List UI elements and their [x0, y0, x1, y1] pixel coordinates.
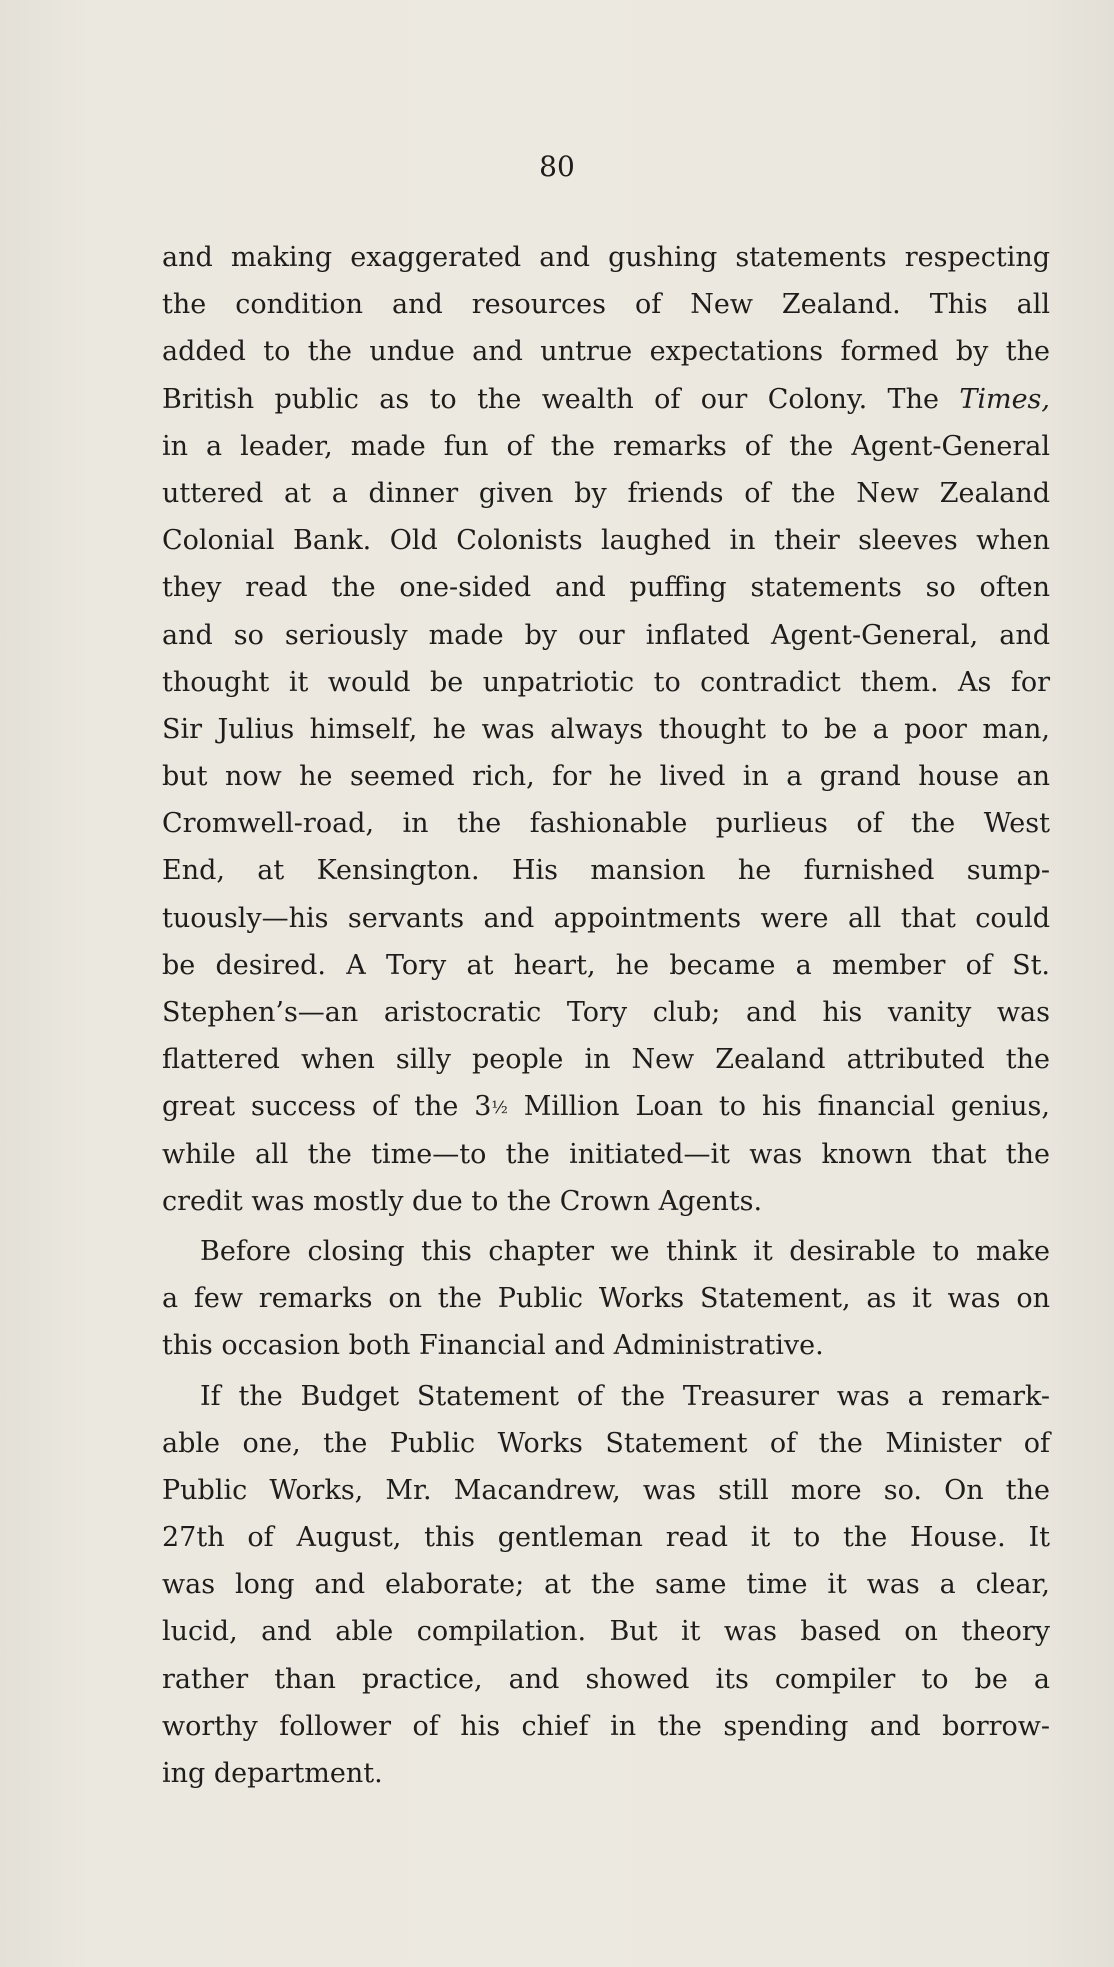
text-line: and so seriously made by our inflated Agent-General, and: [162, 619, 1050, 651]
text-segment: great success of the 3: [162, 1091, 492, 1123]
page-number: 80: [539, 150, 575, 183]
text-line: ing department.: [162, 1758, 383, 1789]
text-line-with-italic: [162, 376, 1050, 423]
text-line: thought it would be unpatriotic to contradict them. As for: [162, 666, 1050, 698]
body-text: [162, 234, 1050, 1797]
text-line: 27th of August, this gentleman read it to the House. It: [162, 1522, 1050, 1554]
text-line: a few remarks on the Public Works Statement, as it was on: [162, 1283, 1050, 1315]
text-line: added to the undue and untrue expectations formed by the: [162, 336, 1050, 368]
text-line: tuously—his servants and appointments were all that could: [162, 902, 1050, 934]
text-line: uttered at a dinner given by friends of the New Zealand: [162, 477, 1050, 509]
italic-title-times: Times,: [959, 383, 1050, 415]
text-segment: Million Loan to his financial genius,: [507, 1091, 1050, 1123]
text-line: End, at Kensington. His mansion he furnished sump-: [162, 855, 1050, 887]
text-line: rather than practice, and showed its compiler to be a: [162, 1663, 1050, 1695]
text-line: able one, the Public Works Statement of the Minister of: [162, 1427, 1050, 1459]
text-line: and making exaggerated and gushing statements respecting: [162, 242, 1050, 273]
text-line: this occasion both Financial and Administrative.: [162, 1330, 824, 1362]
fraction-half: ½: [491, 1097, 508, 1118]
text-line: in a leader, made fun of the remarks of the Agent-General: [162, 430, 1050, 462]
text-line: they read the one-sided and puffing statements so often: [162, 572, 1050, 604]
text-line: Public Works, Mr. Macandrew, was still more so. On the: [162, 1474, 1050, 1506]
text-line: the condition and resources of New Zealand. This all: [162, 289, 1050, 321]
text-line: Stephen’s—an aristocratic Tory club; and his vanity was: [162, 997, 1050, 1028]
text-line: be desired. A Tory at heart, he became a member of St.: [162, 949, 1050, 981]
text-line: worthy follower of his chief in the spending and borrow-: [162, 1710, 1050, 1742]
text-line: while all the time—to the initiated—it was known that the: [162, 1138, 1050, 1170]
text-line: lucid, and able compilation. But it was based on theory: [162, 1616, 1050, 1648]
text-line: was long and elaborate; at the same time it was a clear,: [162, 1569, 1050, 1601]
text-line: credit was mostly due to the Crown Agents.: [162, 1185, 763, 1217]
text-line-with-fraction: [162, 1083, 1050, 1130]
text-segment: British public as to the wealth of our Colony. The: [162, 383, 960, 415]
text-line: Cromwell-road, in the fashionable purlieus of the West: [162, 808, 1050, 840]
paragraph-start-line: If the Budget Statement of the Treasurer was a remark-: [200, 1380, 1050, 1412]
text-line: Sir Julius himself, he was always thought to be a poor man,: [162, 713, 1050, 745]
text-line: Colonial Bank. Old Colonists laughed in their sleeves when: [162, 525, 1050, 557]
paragraph-start-line: Before closing this chapter we think it desirable to make: [200, 1235, 1050, 1267]
text-line: but now he seemed rich, for he lived in a grand house an: [162, 761, 1050, 793]
text-line: flattered when silly people in New Zealand attributed the: [162, 1044, 1050, 1076]
